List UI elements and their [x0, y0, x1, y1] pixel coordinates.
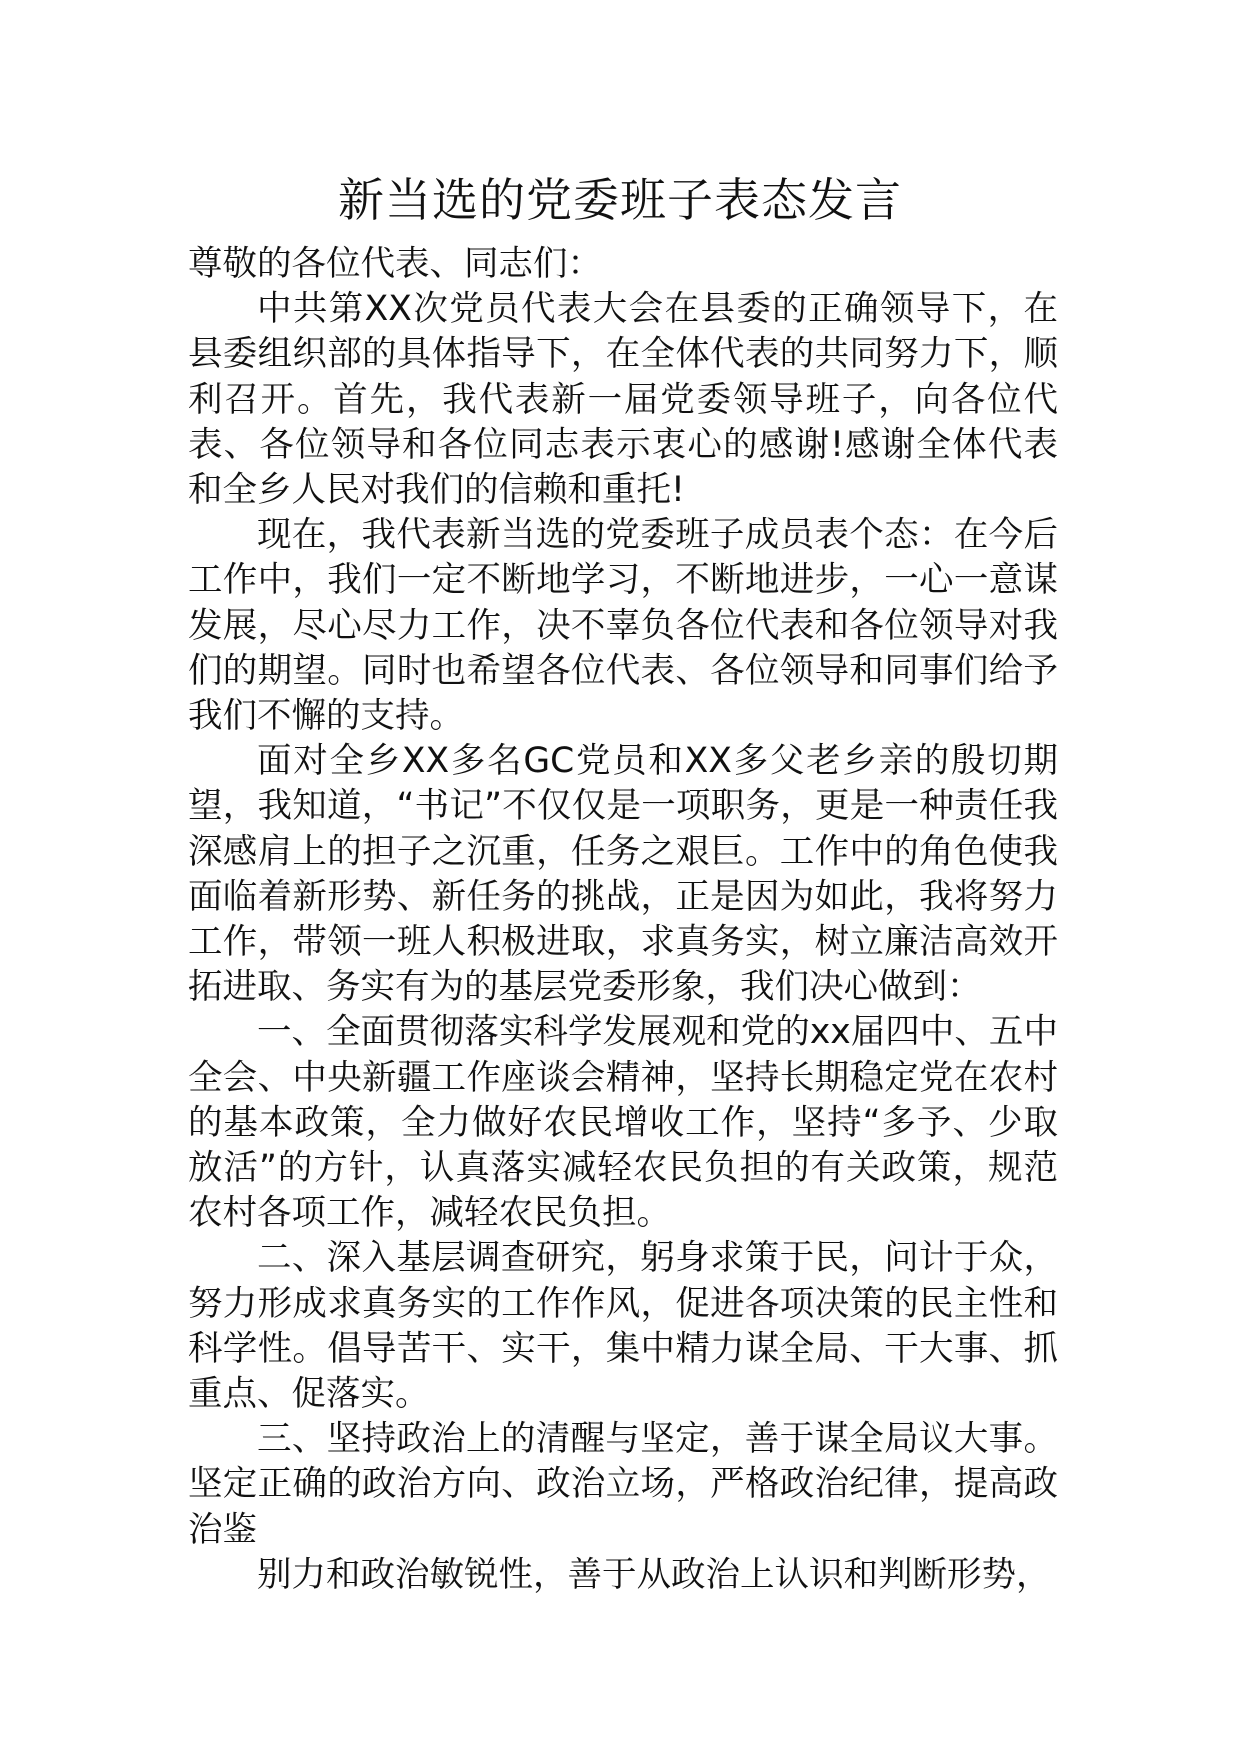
paragraph-statement: 现在，我代表新当选的党委班子成员表个态：在今后工作中，我们一定不断地学习，不断地进步，一心一意谋发展，尽心尽力工作，决不辜负各位代表和各位领导对我们的期望。同时也希望各位代表、各位领导和同事们给予我们不懈的支持。 [188, 515, 1058, 737]
paragraph-opening: 中共第XX次党员代表大会在县委的正确领导下，在县委组织部的具体指导下，在全体代表的共同努力下，顺利召开。首先，我代表新一届党委领导班子，向各位代表、各位领导和各位同志表示衷心的感谢!感谢全体代表和全乡人民对我们的信赖和重托! [188, 289, 1058, 511]
paragraph-point-one: 一、全面贯彻落实科学发展观和党的xx届四中、五中全会、中央新疆工作座谈会精神，坚持长期稳定党在农村的基本政策，全力做好农民增收工作，坚持“多予、少取放活”的方针，认真落实减轻农民负担的有关政策，规范农村各项工作，减轻农民负担。 [188, 1012, 1058, 1234]
document-title: 新当选的党委班子表态发言 [338, 173, 902, 227]
paragraph-continuation: 别力和政治敏锐性，善于从政治上认识和判断形势， [257, 1554, 1051, 1595]
paragraph-point-two: 二、深入基层调查研究，躬身求策于民，问计于众，努力形成求真务实的工作作风，促进各项决策的民主性和科学性。倡导苦干、实干，集中精力谋全局、干大事、抓重点、促落实。 [188, 1238, 1058, 1415]
paragraph-point-three: 三、坚持政治上的清醒与坚定，善于谋全局议大事。坚定正确的政治方向、政治立场，严格政治纪律，提高政治鉴 [188, 1419, 1058, 1550]
document-body [188, 242, 1058, 1598]
paragraph-responsibility: 面对全乡XX多名GC党员和XX多父老乡亲的殷切期望，我知道，“书记”不仅仅是一项职务，更是一种责任我深感肩上的担子之沉重，任务之艰巨。工作中的角色使我面临着新形势、新任务的挑战，正是因为如此，我将努力工作，带领一班人积极进取，求真务实，树立廉洁高效开拓进取、务实有为的基层党委形象，我们决心做到： [188, 741, 1058, 1008]
salutation: 尊敬的各位代表、同志们： [188, 244, 602, 284]
